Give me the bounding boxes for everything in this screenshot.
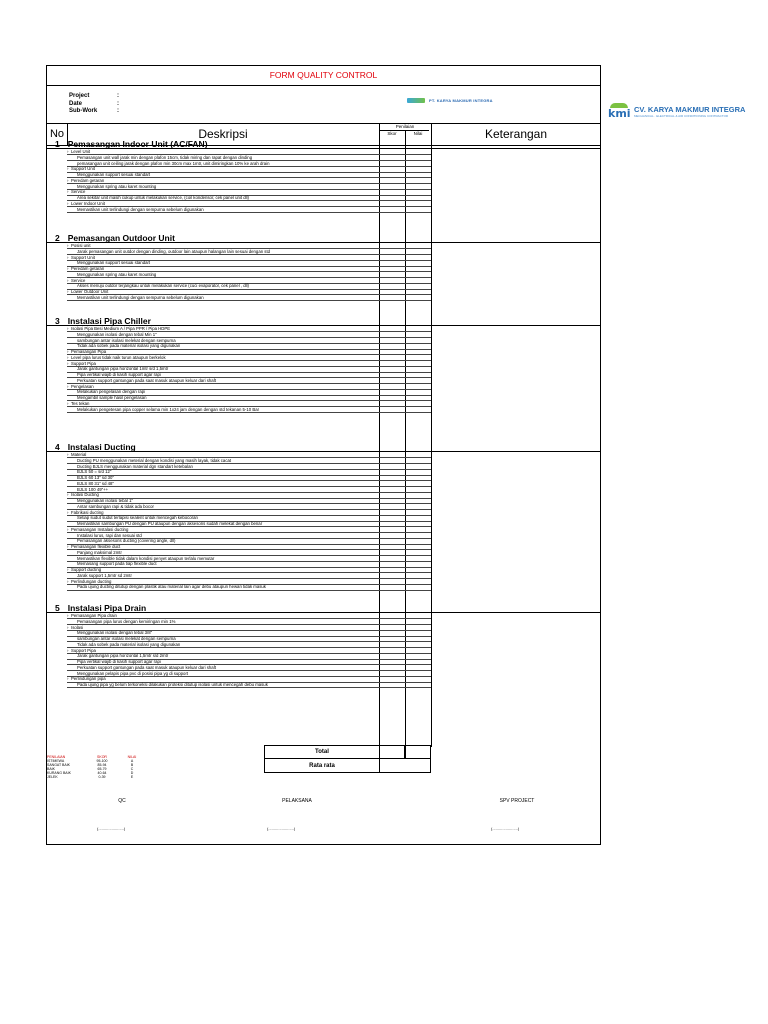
checklist-item: Memastikan unit terlindungi dengan sempurna sebelum digunakan bbox=[77, 206, 204, 212]
bullet-icon: › bbox=[67, 166, 69, 172]
checklist-item: Tidak ada sobek pada material isolasi yang digunakan bbox=[77, 343, 181, 349]
row-line bbox=[67, 624, 431, 625]
row-line bbox=[67, 349, 431, 350]
bullet-icon: › bbox=[67, 624, 69, 630]
section-label: Instalasi Pipa Chiller bbox=[67, 316, 151, 326]
checklist-group: Peredam getaran bbox=[71, 266, 105, 271]
row-line bbox=[67, 412, 431, 413]
row-line bbox=[67, 492, 431, 493]
row-line bbox=[67, 200, 431, 201]
row-line bbox=[67, 400, 431, 401]
checklist-group: Support Unit bbox=[71, 254, 95, 260]
checklist-group: Support Unit bbox=[71, 166, 95, 172]
row-line bbox=[67, 289, 431, 290]
checklist-item: BJLS 60 13" sd 30" bbox=[77, 475, 114, 480]
section-divider bbox=[47, 612, 600, 613]
row-line bbox=[67, 300, 431, 301]
company-name: CV. KARYA MAKMUR INTEGRA bbox=[634, 104, 746, 114]
checklist-item: Pemasangan unit wall jarak min dengan plafon 15cm, tidak miring dan rapat dengan dinding bbox=[77, 154, 253, 160]
bullet-icon: › bbox=[67, 383, 69, 389]
checklist-item: Menggunakan spring atau karet mounting bbox=[77, 183, 157, 189]
section-number: 1 bbox=[55, 139, 60, 149]
signature-pelaksana-label: PELAKSANA bbox=[282, 798, 312, 804]
bullet-icon: › bbox=[67, 492, 69, 498]
meta-colon: : bbox=[117, 108, 119, 114]
grade-letter: A bbox=[130, 759, 134, 763]
bullet-icon: › bbox=[67, 526, 69, 532]
checklist-item: Menggunakan spring atau karet mounting bbox=[77, 271, 157, 277]
meta-label: Date bbox=[69, 100, 83, 107]
row-line bbox=[67, 480, 431, 481]
meta-project bbox=[69, 93, 125, 101]
checklist-item: BJLS 50 = s/d 12" bbox=[77, 469, 112, 475]
bullet-icon: › bbox=[67, 177, 69, 183]
grade-label: SANGAT BAIK bbox=[47, 763, 71, 767]
section-number: 3 bbox=[55, 316, 60, 326]
meta-date bbox=[69, 101, 125, 109]
company-tagline: MECHANICAL · ELECTRICAL & AIR CONDITIONING CONTRACTOR bbox=[634, 113, 729, 118]
checklist-group: Tes tekan bbox=[71, 400, 90, 406]
row-line bbox=[67, 266, 431, 267]
grade-range: 0-39 bbox=[98, 775, 106, 779]
logo-small-text: PT. KARYA MAKMUR INTEGRA bbox=[429, 97, 493, 103]
bullet-icon: › bbox=[67, 400, 69, 406]
checklist-item: Pada ujung ducting ditutup dengan plastik atau material lain agar debu ataupun hewan tidak masuk bbox=[77, 584, 266, 590]
checklist-item: Memastikan unit terlindungi dengan sempurna sebelum digunakan bbox=[77, 294, 204, 300]
bullet-icon: › bbox=[67, 277, 69, 283]
row-line bbox=[67, 212, 431, 213]
checklist-group: Support Pipa bbox=[71, 647, 96, 653]
checklist-group: Material bbox=[71, 452, 87, 457]
grade-range: 40-64 bbox=[97, 771, 107, 775]
row-line bbox=[67, 277, 431, 278]
checklist-item: Jarak gantungan pipa horizontal 1,5mtr s/d 2mtr bbox=[77, 653, 169, 659]
checklist-group: Isolasi Pipa Besi Medium A / Pipa PPR / Pipa HDPE bbox=[71, 326, 171, 331]
checklist-group: Fabrikasi ducting bbox=[71, 509, 104, 515]
bullet-icon: › bbox=[67, 243, 69, 248]
checklist-item: Jarak gantungan pipa horizontal 1mtr s/d 1,5mtr bbox=[77, 366, 169, 372]
checklist-group: Pemasangan flexible duct bbox=[71, 544, 121, 549]
checklist-item: Mengambil sample hasil pengelasan bbox=[77, 395, 147, 400]
checklist-group: Isolasi bbox=[71, 624, 84, 630]
bullet-icon: › bbox=[67, 254, 69, 260]
grade-header-cell: NILAI bbox=[127, 755, 137, 759]
checklist-item: Pemasangan pipa lurus dengan kemiringan min 1% bbox=[77, 618, 176, 624]
row-line bbox=[67, 475, 431, 476]
penilaian-divider bbox=[379, 130, 429, 131]
average-label: Rata rata bbox=[264, 759, 379, 773]
bullet-icon: › bbox=[67, 326, 69, 331]
grade-range: 85-94 bbox=[97, 763, 107, 767]
signature-spv-label: SPV PROJECT bbox=[499, 798, 535, 804]
total-skor-cell bbox=[379, 745, 405, 759]
bullet-icon: › bbox=[67, 676, 69, 682]
checklist-item: Menggunakan isolasi dengan tebal 3/8" bbox=[77, 630, 153, 636]
row-line bbox=[67, 578, 431, 579]
grade-range: 95-100 bbox=[96, 759, 108, 763]
row-line bbox=[67, 544, 431, 545]
checklist-item: Pipa vertikal wajib di kasih support agar rapi bbox=[77, 659, 161, 664]
checklist-group: Perlindungan ducting bbox=[71, 578, 112, 584]
section-divider bbox=[47, 451, 600, 452]
row-line bbox=[67, 647, 431, 648]
bullet-icon: › bbox=[67, 289, 69, 294]
checklist-item: Setiap sudut sudut terlapisi sealent untuk mencegah kebocoran bbox=[77, 515, 198, 521]
checklist-item: Perkuatan support gantungan pada saat masuk ataupun keluar dari shaft bbox=[77, 377, 217, 383]
bullet-icon: › bbox=[67, 349, 69, 354]
bullet-icon: › bbox=[67, 266, 69, 271]
checklist-group: Pengelasan bbox=[71, 383, 94, 389]
grade-header-cell: SKOR bbox=[97, 755, 107, 759]
checklist-item: BJLS 100 49"++ bbox=[77, 486, 109, 492]
row-line bbox=[67, 687, 431, 688]
checklist-item: Melakukan pengetesan pipa copper selama min 1x24 jam dengan dengan std tekanan 5-10 Bar bbox=[77, 406, 260, 412]
grade-label: JELEK bbox=[47, 775, 58, 779]
meta-label: Sub-Work bbox=[69, 108, 98, 114]
checklist-item: Pipa vertikal wajib di kasih support agar rapi bbox=[77, 372, 161, 377]
meta-label: Project bbox=[69, 93, 90, 99]
bullet-icon: › bbox=[67, 149, 69, 154]
signature-qc-label: QC bbox=[118, 798, 126, 804]
grade-label: BAIK bbox=[47, 767, 55, 771]
checklist-item: Jarak support 1,5mtr sd 2mtr bbox=[77, 572, 132, 578]
checklist-group: Service bbox=[71, 277, 86, 283]
header-deskripsi: Deskripsi bbox=[198, 127, 248, 141]
col-divider bbox=[405, 130, 406, 747]
bullet-icon: › bbox=[67, 189, 69, 195]
checklist-group: Pemasangan Instalasi ducting bbox=[71, 526, 129, 532]
signature-pelaksana-line: (.......................) bbox=[267, 826, 296, 831]
grade-letter: C bbox=[130, 767, 134, 771]
section-number: 2 bbox=[55, 233, 60, 243]
checklist-item: Akses menuju outdor terjangkau untuk melakukan service (cuci evaporator, cek panel , dll) bbox=[77, 283, 249, 289]
title-divider bbox=[47, 85, 600, 86]
checklist-item: Ducting PU menggunakan meterial dengan kondisi yang masih layak, tidak cacat bbox=[77, 457, 232, 463]
col-divider bbox=[431, 123, 432, 747]
bullet-icon: › bbox=[67, 613, 69, 618]
grade-label: KURANG BAIK bbox=[47, 771, 71, 775]
checklist-item: Melakukan pengelasan dengan rapi bbox=[77, 389, 146, 395]
bullet-icon: › bbox=[67, 360, 69, 366]
checklist-group: Lower Indoor Unit bbox=[71, 200, 105, 206]
checklist-group: Level Unit bbox=[71, 149, 91, 154]
bullet-icon: › bbox=[67, 647, 69, 653]
kmi-logo-icon bbox=[608, 103, 630, 119]
grade-header-cell: PENILAIAN bbox=[47, 755, 66, 759]
bullet-icon: › bbox=[67, 578, 69, 584]
form-title: FORM QUALITY CONTROL bbox=[269, 70, 378, 80]
grade-letter: E bbox=[130, 775, 134, 779]
checklist-item: Memastikan sambungan PU dengan PU ataupun dengan aksesoris sudah melekat dengan benar bbox=[77, 521, 263, 526]
checklist-item: Antar sambungan rapi & tidak ada bocor bbox=[77, 503, 154, 509]
quality-control-form bbox=[46, 65, 601, 845]
row-line bbox=[67, 383, 431, 384]
bullet-icon: › bbox=[67, 354, 69, 360]
row-line bbox=[67, 590, 431, 591]
checklist-item: Pada ujung pipa yg belum terkoneksi dilakukan proteksi ditutup isolasi untuk mencegah debu masuk bbox=[77, 682, 268, 687]
row-line bbox=[67, 360, 431, 361]
logo-mark-icon bbox=[407, 98, 425, 103]
checklist-group: Pemasangan Pipa bbox=[71, 349, 107, 354]
checklist-item: Memasang support pada tiap flexible duct bbox=[77, 561, 157, 567]
bullet-icon: › bbox=[67, 452, 69, 457]
section-label: Pemasangan Indoor Unit (AC/FAN) bbox=[67, 139, 208, 149]
checklist-item: Perkuatan support gantungan pada saat masuk ataupun keluar dari shaft bbox=[77, 664, 217, 670]
bullet-icon: › bbox=[67, 509, 69, 515]
checklist-item: Panjang maksimal 2mtr bbox=[77, 549, 122, 555]
grade-range: 65-79 bbox=[97, 767, 107, 771]
meta-colon: : bbox=[117, 93, 119, 99]
checklist-item: Jarak pemasangan unit outdor dengan dinding, outdoor lain ataupun halangan lain sesuai dengan std bbox=[77, 248, 271, 254]
bullet-icon: › bbox=[67, 567, 69, 572]
checklist-item: pemasangan unit ceiling jarak dengan plafon min 30cm max 1mtr, unit dimiringkan 10% ke arah drain bbox=[77, 160, 270, 166]
total-label: Total bbox=[264, 745, 379, 759]
logo-mark: kmi bbox=[608, 107, 631, 120]
checklist-group: Posisi unit bbox=[71, 243, 91, 248]
checklist-item: Menggunakan support sesuai standart bbox=[77, 172, 151, 177]
checklist-item: sambungan antar isolasi melekat dengan sempurna bbox=[77, 636, 176, 641]
checklist-item: sambungan antar isolasi melekat dengan sempurna bbox=[77, 337, 176, 343]
section-divider bbox=[47, 148, 600, 149]
checklist-group: Peredam getaran bbox=[71, 177, 105, 183]
section-label: Instalasi Pipa Drain bbox=[67, 603, 147, 613]
section-number: 5 bbox=[55, 603, 60, 613]
checklist-item: BJLS 80 31" sd 48" bbox=[77, 480, 114, 486]
checklist-item: Memastikan flexible tidak dalam kondisi penyet ataupun terlalu memutar bbox=[77, 555, 215, 561]
bullet-icon: › bbox=[67, 200, 69, 206]
checklist-item: Instalasi lurus, rapi dan sesuai std bbox=[77, 532, 142, 538]
checklist-group: Service bbox=[71, 189, 86, 195]
row-line bbox=[67, 469, 431, 470]
header-nilai: Nilai bbox=[413, 131, 423, 136]
header-keterangan: Keterangan bbox=[484, 127, 548, 141]
average-cell bbox=[379, 759, 431, 773]
grade-letter: B bbox=[130, 763, 134, 767]
checklist-group: Level pipa lurus tidak naik turun ataupun berkelok bbox=[71, 354, 166, 360]
checklist-item: Menggunakan pelapis pipa pvc di posisi pipa yg di support bbox=[77, 670, 189, 676]
row-line bbox=[67, 189, 431, 190]
checklist-item: Pemasangan aksesoris ducting (covering angle, dll) bbox=[77, 538, 176, 544]
checklist-item: Menggunakan support sesuai standart bbox=[77, 260, 151, 266]
row-line bbox=[67, 509, 431, 510]
section-number: 4 bbox=[55, 442, 60, 452]
bullet-icon: › bbox=[67, 544, 69, 549]
meta-subwork bbox=[69, 108, 125, 116]
row-line bbox=[67, 166, 431, 167]
checklist-group: Perlindungan pipa bbox=[71, 676, 106, 682]
checklist-item: Ducting BJLS menggunakan material dgn standart ketebalan bbox=[77, 463, 193, 469]
header-no: No bbox=[49, 128, 65, 140]
header-penilaian: Penilaian bbox=[395, 124, 415, 129]
logo-text-block bbox=[634, 105, 745, 118]
section-label: Instalasi Ducting bbox=[67, 442, 136, 452]
grade-label: ISTIMEWA bbox=[47, 759, 65, 763]
checklist-group: Pemasangan Pipa drain bbox=[71, 613, 117, 618]
form-meta bbox=[69, 93, 125, 116]
checklist-group: Isolasi Ducting bbox=[71, 492, 99, 498]
signature-qc-line: (.......................) bbox=[97, 826, 126, 831]
row-line bbox=[67, 254, 431, 255]
total-nilai-cell bbox=[405, 745, 431, 759]
row-line bbox=[67, 177, 431, 178]
grade-legend bbox=[47, 755, 147, 779]
grade-letter: D bbox=[130, 771, 134, 775]
checklist-item: Tidak ada sobek pada material isolasi yang digunakan bbox=[77, 641, 181, 647]
row-line bbox=[67, 486, 431, 487]
row-line bbox=[67, 676, 431, 677]
header-skor: Skor bbox=[387, 131, 397, 136]
checklist-item: Menggunakan isolasi tebal 1" bbox=[77, 498, 133, 503]
checklist-group: Support Pipa bbox=[71, 360, 96, 366]
checklist-group: Lower Outdoor Unit bbox=[71, 289, 109, 294]
signature-spv-line: (.......................) bbox=[491, 826, 520, 831]
section-label: Pemasangan Outdoor Unit bbox=[67, 233, 175, 243]
checklist-item: Menggunakan isolasi dengan tebal Min 1" bbox=[77, 331, 157, 337]
checklist-group: Support ducting bbox=[71, 567, 102, 572]
section-divider bbox=[47, 242, 600, 243]
row-line bbox=[67, 567, 431, 568]
company-logo bbox=[608, 103, 745, 119]
meta-colon: : bbox=[117, 100, 119, 107]
grade-row bbox=[47, 775, 147, 779]
company-logo-small bbox=[407, 96, 527, 104]
checklist-item: Area sekitar unit masih cukup untuk melakukan service, (coil kondensor, cek panel unit dll) bbox=[77, 195, 249, 200]
